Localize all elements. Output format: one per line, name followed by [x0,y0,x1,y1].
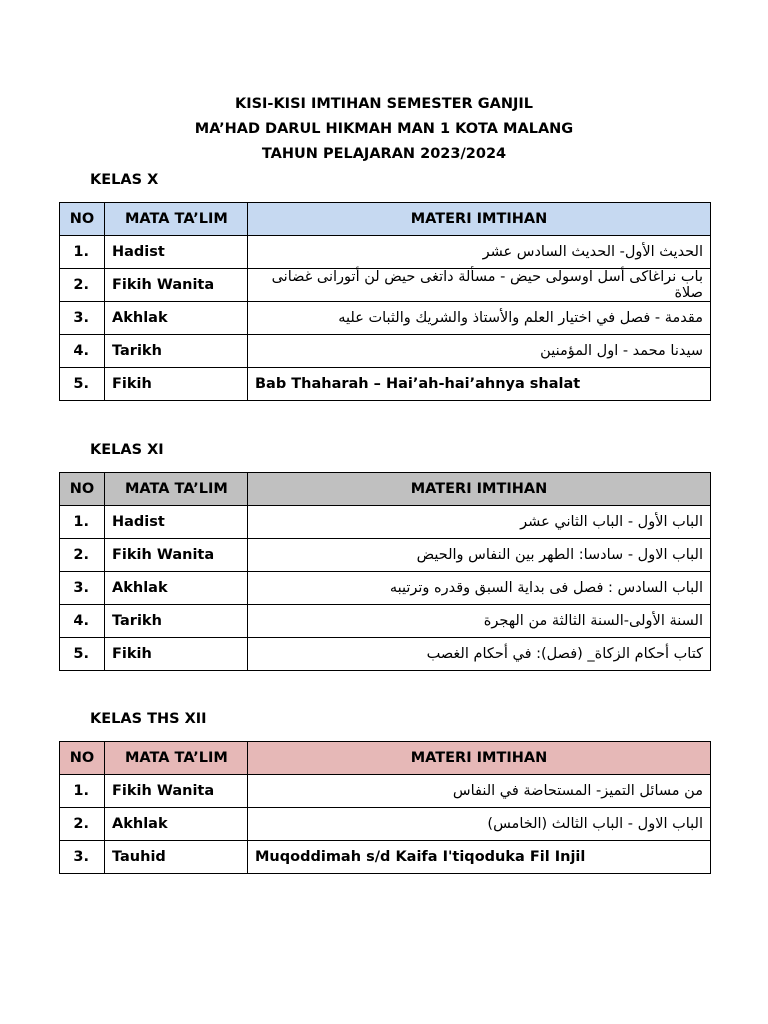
row-no: 3. [60,302,105,335]
row-materi: الباب الاول - سادسا: الطهر بين النفاس والحيض [248,539,711,572]
title-line-3: TAHUN PELAJARAN 2023/2024 [261,146,507,162]
row-no: 5. [60,368,105,401]
row-mata: Akhlak [105,302,248,335]
kelas-xi-label: KELAS XI [90,442,164,458]
row-no: 3. [60,841,105,874]
row-materi: من مسائل التميز- المستحاضة في النفاس [248,775,711,808]
row-mata: Akhlak [105,572,248,605]
kelas-xi-table [59,472,711,671]
col-header-materi: MATERI IMTIHAN [248,203,711,236]
row-no: 4. [60,335,105,368]
row-no: 2. [60,539,105,572]
table-row [60,335,711,368]
row-mata: Fikih Wanita [105,539,248,572]
row-no: 1. [60,775,105,808]
table-row [60,808,711,841]
kelas-xii-label: KELAS THS XII [90,711,207,727]
table-row [60,506,711,539]
table-row [60,638,711,671]
row-mata: Akhlak [105,808,248,841]
row-materi: الباب السادس : فصل فى بداية السبق وقدره وترتيبه [248,572,711,605]
row-mata: Hadist [105,506,248,539]
row-materi: كتاب أحكام الزكاة_ (فصل): في أحكام الغصب [248,638,711,671]
table-row [60,572,711,605]
row-no: 3. [60,572,105,605]
row-mata: Tarikh [105,335,248,368]
kelas-x-table [59,202,711,401]
table-row [60,605,711,638]
row-no: 2. [60,808,105,841]
row-no: 2. [60,269,105,302]
row-materi: مقدمة - فصل في اختيار العلم والأستاذ والشريك والثبات عليه [248,302,711,335]
row-no: 1. [60,506,105,539]
table-header-row [60,473,711,506]
col-header-no: NO [60,742,105,775]
row-materi: الحديث الأول- الحديث السادس عشر [248,236,711,269]
col-header-materi: MATERI IMTIHAN [248,742,711,775]
table-header-row [60,203,711,236]
row-mata: Fikih [105,638,248,671]
table-row [60,368,711,401]
row-materi: Muqoddimah s/d Kaifa I'tiqoduka Fil Injil [248,841,711,874]
col-header-mata: MATA TA’LIM [105,203,248,236]
row-mata: Fikih Wanita [105,269,248,302]
table-row [60,236,711,269]
row-materi: السنة الأولى-السنة الثالثة من الهجرة [248,605,711,638]
table-header-row [60,742,711,775]
row-mata: Tarikh [105,605,248,638]
row-mata: Fikih Wanita [105,775,248,808]
col-header-no: NO [60,203,105,236]
row-materi: Bab Thaharah – Hai’ah-hai’ahnya shalat [248,368,711,401]
row-materi: الباب الأول - الباب الثاني عشر [248,506,711,539]
row-materi: سيدنا محمد - اول المؤمنين [248,335,711,368]
table-row [60,269,711,302]
row-mata: Fikih [105,368,248,401]
table-row [60,539,711,572]
row-materi: باب نراغاكى أسل اوسولى حيض - مسألة داتغى حيض لن أتورانى غضانى صلاة [248,269,711,302]
table-row [60,775,711,808]
title-line-2: MA’HAD DARUL HIKMAH MAN 1 KOTA MALANG [194,121,574,137]
col-header-mata: MATA TA’LIM [105,473,248,506]
kelas-x-label: KELAS X [90,172,159,188]
row-materi: الباب الاول - الباب الثالث (الخامس) [248,808,711,841]
col-header-no: NO [60,473,105,506]
col-header-mata: MATA TA’LIM [105,742,248,775]
row-mata: Tauhid [105,841,248,874]
row-no: 4. [60,605,105,638]
table-row [60,841,711,874]
row-no: 1. [60,236,105,269]
table-row [60,302,711,335]
kelas-xii-table [59,741,711,874]
title-line-1: KISI-KISI IMTIHAN SEMESTER GANJIL [234,96,534,112]
row-mata: Hadist [105,236,248,269]
row-no: 5. [60,638,105,671]
col-header-materi: MATERI IMTIHAN [248,473,711,506]
document-title [0,92,768,167]
